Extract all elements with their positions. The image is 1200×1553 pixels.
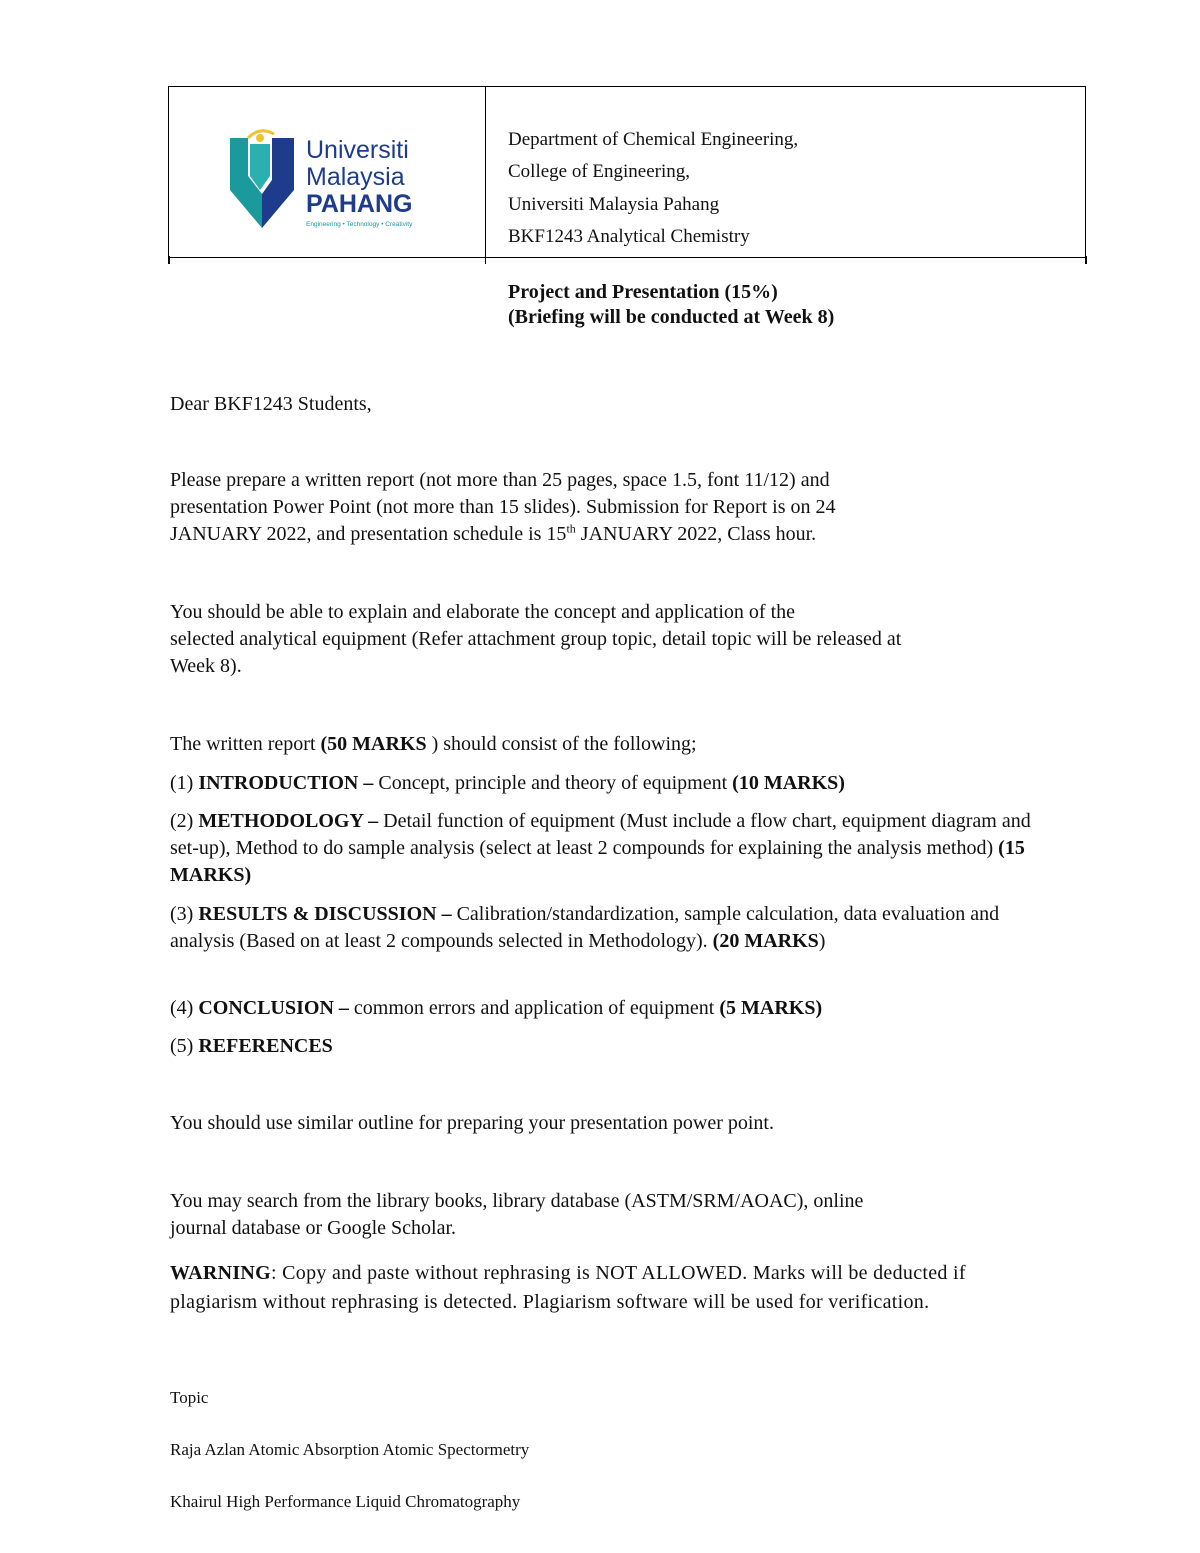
para1-line3a: JANUARY 2022, and presentation schedule is 15	[170, 523, 567, 545]
search-note	[170, 1188, 1050, 1242]
warning-text: : Copy and paste without rephrasing is NOT ALLOWED. Marks will be deducted if plagiarism without rephrasing is detected. Plagiarism software will be used for verification.	[170, 1262, 966, 1313]
para2-line3: Week 8).	[170, 655, 242, 677]
item-marks: (20 MARKS	[712, 930, 819, 952]
report-intro-a: The written report	[170, 733, 321, 755]
item-marks: (15 MARKS)	[170, 837, 1025, 886]
item-heading: REFERENCES	[198, 1035, 333, 1057]
item-text: Concept, principle and theory of equipment	[378, 772, 733, 794]
item-text: common errors and application of equipment	[353, 997, 720, 1019]
item-dash: –	[358, 772, 379, 794]
title-line-2: (Briefing will be conducted at Week 8)	[508, 306, 835, 328]
para1-line2: presentation Power Point (not more than 15 slides). Submission for Report is on 24	[170, 496, 836, 518]
item-text: Calibration/standardization, sample calculation, data evaluation and analysis (Based on at least 2 compounds selected in Methodology).	[170, 903, 1000, 952]
list-item-conclusion	[170, 995, 1040, 1022]
list-item-results-discussion	[170, 901, 1040, 955]
plagiarism-warning	[170, 1259, 1000, 1317]
search-note-line2: journal database or Google Scholar.	[170, 1217, 457, 1239]
item-heading: RESULTS & DISCUSSION	[198, 903, 437, 925]
item-dash: –	[436, 903, 457, 925]
item-number: (2)	[170, 810, 199, 832]
instructions-paragraph	[170, 467, 1050, 548]
item-marks-close: )	[818, 930, 826, 952]
item-heading: CONCLUSION	[198, 997, 334, 1019]
item-number: (1)	[170, 772, 199, 794]
logo-line3: PAHANG	[306, 190, 413, 218]
logo-line1: Universiti	[306, 136, 409, 164]
report-intro-c: ) should consist of the following;	[431, 733, 697, 755]
item-number: (4)	[170, 997, 199, 1019]
department-line: Department of Chemical Engineering,	[508, 129, 799, 150]
table-edge-left	[168, 256, 170, 264]
warning-label: WARNING	[170, 1262, 271, 1284]
item-number: (5)	[170, 1035, 199, 1057]
list-item-references	[170, 1033, 1040, 1060]
para2-line1: You should be able to explain and elaborate the concept and application of the	[170, 601, 795, 623]
header-divider	[485, 86, 486, 264]
report-intro	[170, 731, 1050, 758]
list-item-introduction	[170, 770, 1040, 797]
report-intro-marks: (50 MARKS	[320, 733, 432, 755]
pen-nib-logo-icon	[226, 124, 436, 234]
item-number: (3)	[170, 903, 199, 925]
university-line: Universiti Malaysia Pahang	[508, 194, 720, 215]
item-dash: –	[363, 810, 384, 832]
outline-note: You should use similar outline for preparing your presentation power point.	[170, 1112, 774, 1134]
para1-line1: Please prepare a written report (not more than 25 pages, space 1.5, font 11/12) and	[170, 469, 830, 491]
topic-heading: Topic	[170, 1388, 209, 1407]
table-edge-right	[1085, 256, 1087, 264]
item-dash: –	[333, 997, 354, 1019]
logo-line2: Malaysia	[306, 163, 405, 191]
objective-paragraph	[170, 599, 1050, 680]
search-note-line1: You may search from the library books, library database (ASTM/SRM/AOAC), online	[170, 1190, 864, 1212]
topic-item: Raja Azlan Atomic Absorption Atomic Spectormetry	[170, 1440, 530, 1459]
topic-item: Khairul High Performance Liquid Chromatography	[170, 1492, 521, 1511]
para1-line3	[170, 521, 1050, 548]
course-line: BKF1243 Analytical Chemistry	[508, 226, 750, 247]
para1-sup: th	[566, 521, 576, 536]
item-marks: (5 MARKS)	[719, 997, 823, 1019]
para2-line2: selected analytical equipment (Refer attachment group topic, detail topic will be released at	[170, 628, 902, 650]
greeting: Dear BKF1243 Students,	[170, 393, 372, 415]
university-logo	[226, 124, 436, 234]
item-heading: INTRODUCTION	[198, 772, 359, 794]
item-text: Detail function of equipment (Must include a flow chart, equipment diagram and set-up), Method to do sample analysis (select at least 2 compounds for explaining the analysis method)	[170, 810, 1031, 859]
para1-line3b: JANUARY 2022, Class hour.	[575, 523, 817, 545]
title-line-1: Project and Presentation (15%)	[508, 281, 778, 303]
college-line: College of Engineering,	[508, 161, 691, 182]
logo-tagline: Engineering • Technology • Creativity	[306, 221, 413, 228]
item-heading: METHODOLOGY	[198, 810, 364, 832]
item-marks: (10 MARKS)	[732, 772, 845, 794]
list-item-methodology	[170, 808, 1040, 889]
